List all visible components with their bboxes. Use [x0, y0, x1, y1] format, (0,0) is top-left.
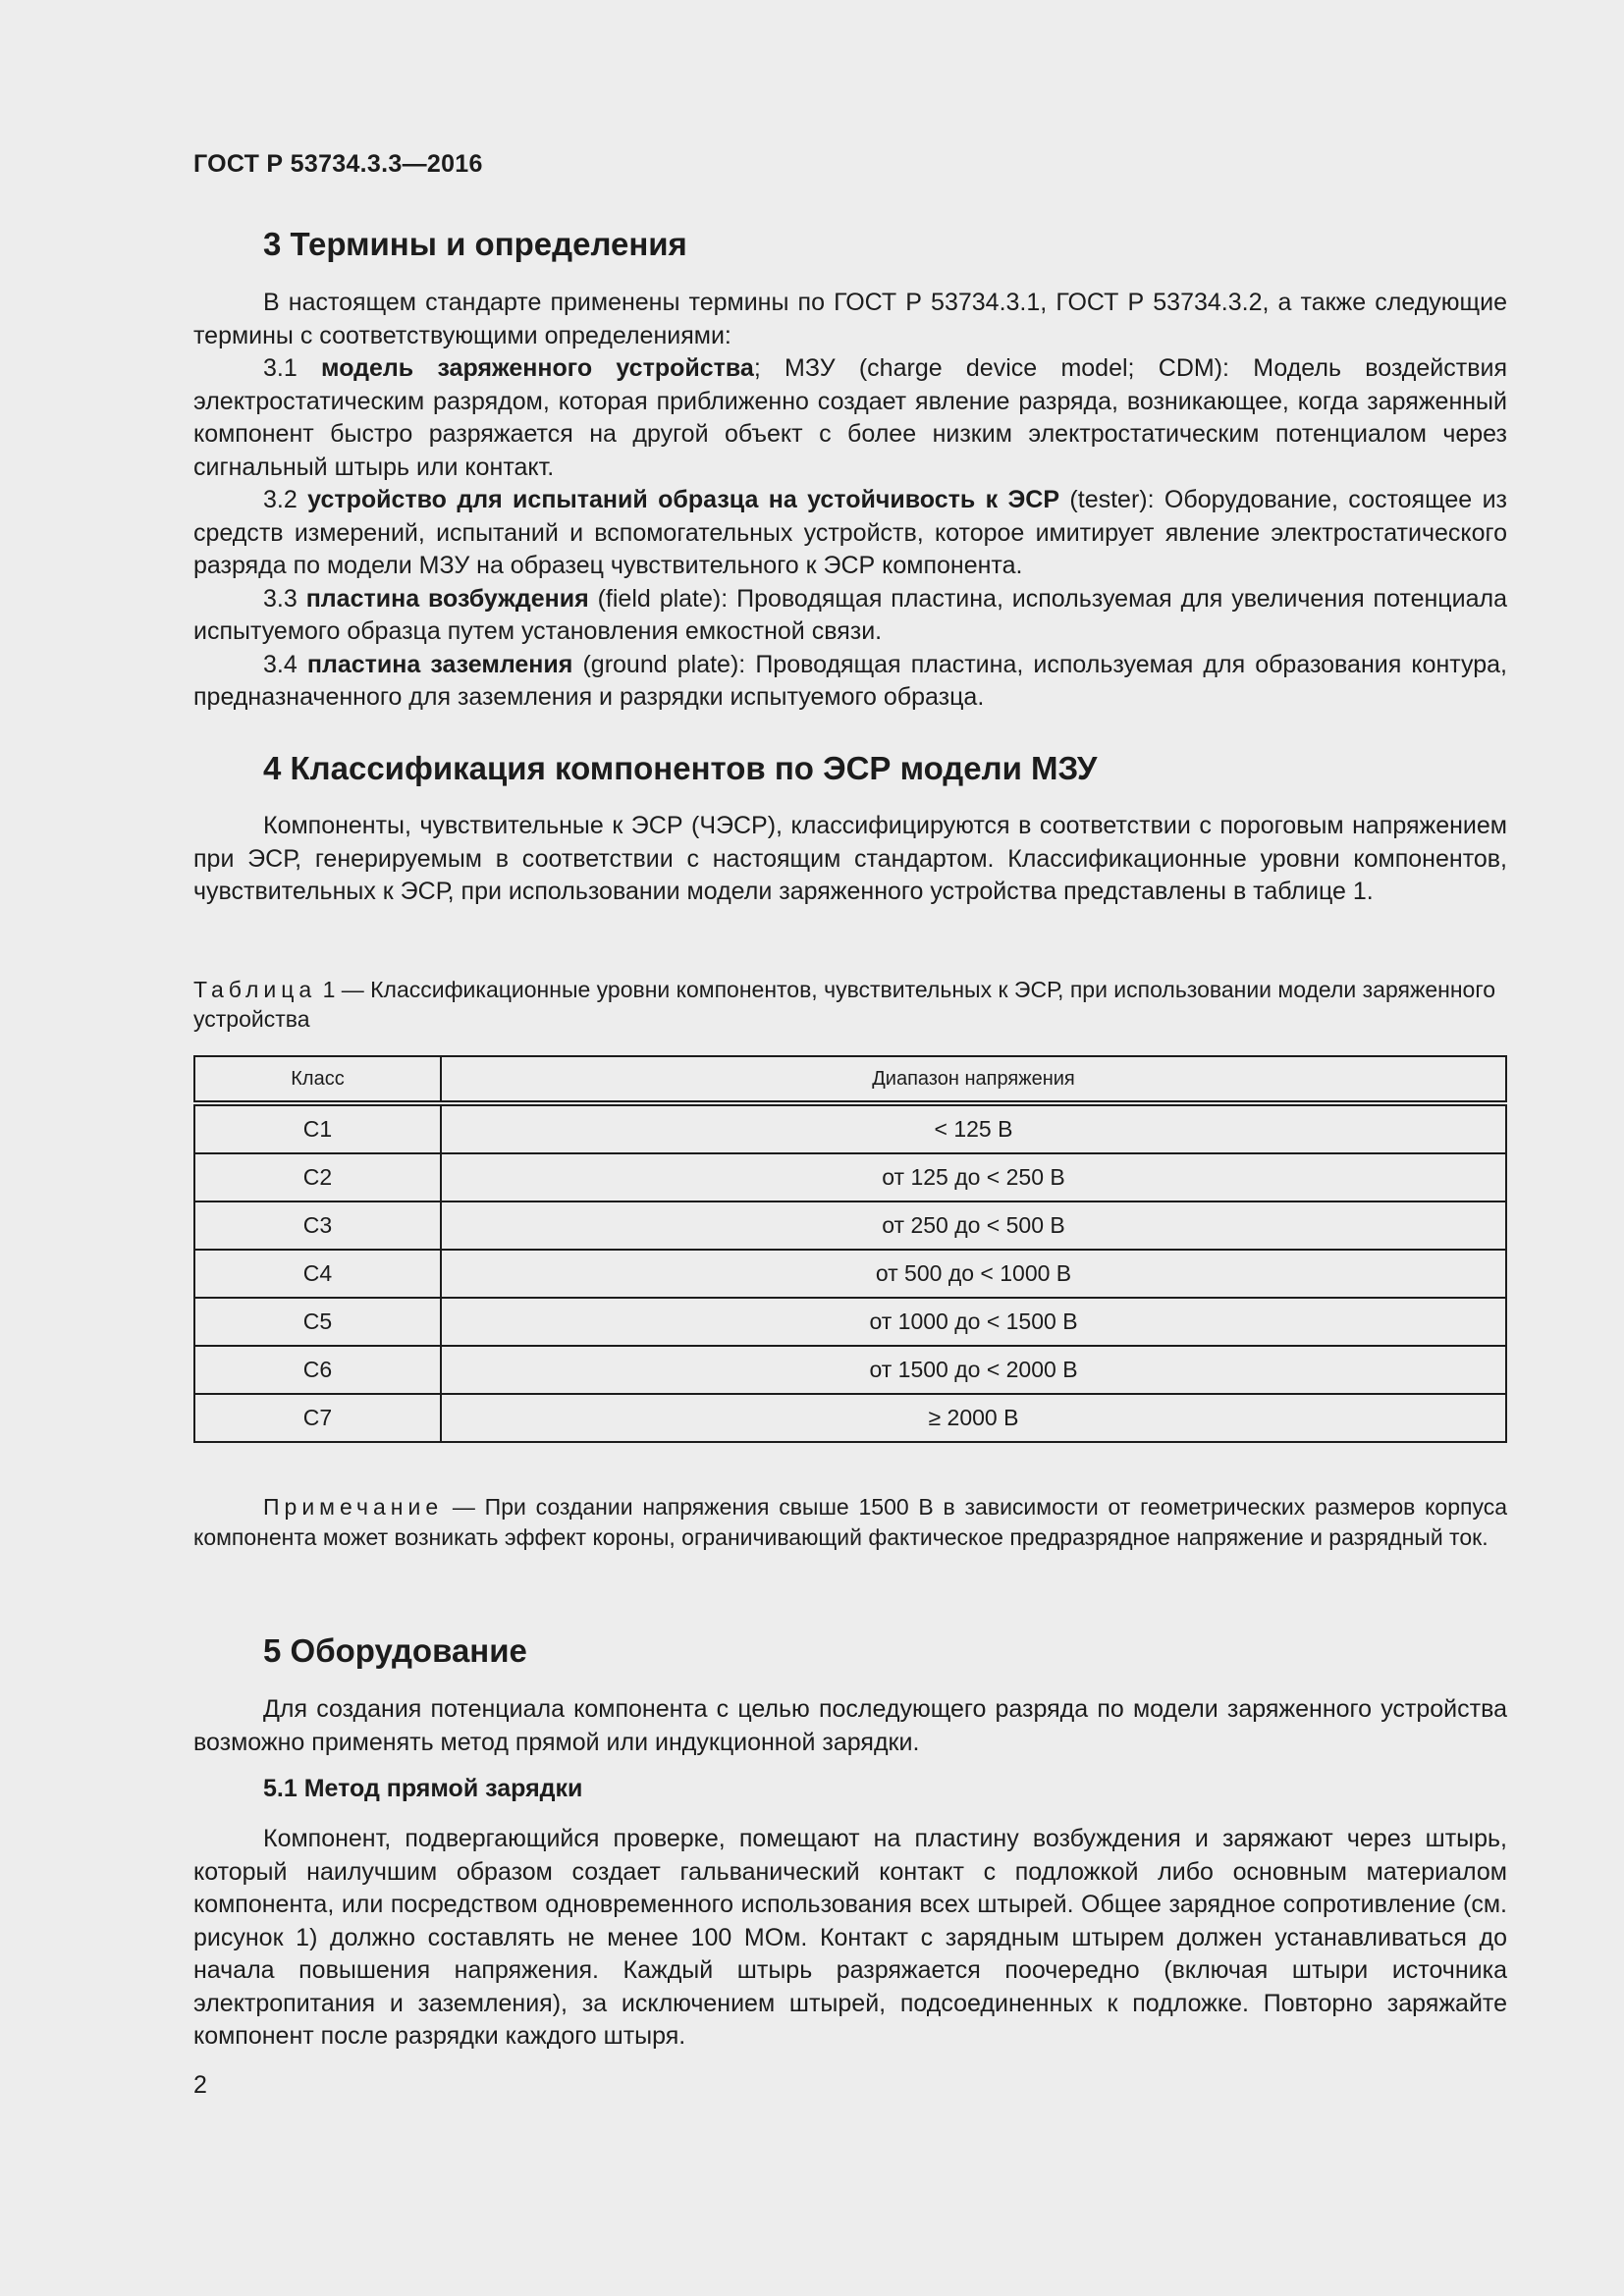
table-caption	[193, 975, 1507, 1034]
class-cell: C3	[194, 1201, 441, 1250]
class-cell: C6	[194, 1346, 441, 1394]
page-number: 2	[193, 2071, 207, 2099]
term-name: пластина возбуждения	[305, 584, 589, 613]
term-name: пластина заземления	[306, 650, 573, 678]
standard-code: ГОСТ Р 53734.3.3—2016	[193, 150, 483, 178]
term-number: 3.2	[263, 486, 298, 513]
range-cell: от 1000 до < 1500 В	[441, 1298, 1506, 1346]
range-cell: от 125 до < 250 В	[441, 1153, 1506, 1201]
column-header-class: Класс	[194, 1056, 441, 1103]
term-definition: (tester): Оборудование, состоящее из средств измерений, испытаний и вспомогательных устройств, которое имитирует явление электростатического разряда по модели МЗУ на образец чувствительного к ЭСР компонента.	[193, 486, 1508, 579]
table-header-row	[194, 1056, 1506, 1103]
note-prefix: Примечание	[263, 1494, 444, 1520]
term-3-1	[193, 352, 1507, 484]
subsection-5-1-paragraph: Компонент, подвергающийся проверке, помещают на пластину возбуждения и заряжают через штырь, который наилучшим образом создает гальванический контакт с подложкой либо основным материалом компонента, или посредством одновременного использования всех штырей. Общее зарядное сопротивление (см. рисунок 1) должно составлять не менее 100 МОм. Контакт с зарядным штырем должен устанавливаться до начала повышения напряжения. Каждый штырь разряжается поочередно (включая штыри источника электропитания и заземления), за исключением штырей, подсоединенных к подложке. Повторно заряжайте компонент после разрядки каждого штыря.	[193, 1825, 1507, 2050]
section-3-title: 3 Термины и определения	[263, 226, 687, 262]
term-definition: (ground plate): Проводящая пластина, используемая для образования контура, предназначенного для заземления и разрядки испытуемого образца.	[193, 650, 1507, 711]
table-row	[194, 1346, 1506, 1394]
range-cell: от 500 до < 1000 В	[441, 1250, 1506, 1298]
term-definition: (field plate): Проводящая пластина, используемая для увеличения потенциала испытуемого образца путем установления емкостной связи.	[193, 584, 1507, 645]
term-name: модель заряженного устройства	[321, 354, 754, 382]
section-4-title: 4 Классификация компонентов по ЭСР модели МЗУ	[263, 750, 1098, 786]
table-row	[194, 1153, 1506, 1201]
term-3-3	[193, 583, 1507, 649]
term-3-4	[193, 649, 1507, 715]
table-caption-prefix: Таблица	[193, 977, 317, 1002]
range-cell: ≥ 2000 В	[441, 1394, 1506, 1442]
range-cell: от 1500 до < 2000 В	[441, 1346, 1506, 1394]
section-3-body	[193, 287, 1507, 715]
section-5-body	[193, 1693, 1507, 1759]
class-cell: C4	[194, 1250, 441, 1298]
term-number: 3.4	[263, 650, 298, 678]
note-text: — При создании напряжения свыше 1500 В в зависимости от геометрических размеров корпуса компонента может возникать эффект короны, ограничивающий фактическое предразрядное напряжение и разрядный ток.	[193, 1494, 1507, 1550]
table-row	[194, 1298, 1506, 1346]
table-caption-text: 1 — Классификационные уровни компонентов, чувствительных к ЭСР, при использовании модели заряженного устройства	[193, 977, 1495, 1032]
class-cell: C2	[194, 1153, 441, 1201]
column-header-range: Диапазон напряжения	[441, 1056, 1506, 1103]
subsection-5-1-title: 5.1 Метод прямой зарядки	[263, 1775, 583, 1802]
class-cell: C5	[194, 1298, 441, 1346]
section-4-body	[193, 810, 1507, 909]
table-row	[194, 1250, 1506, 1298]
section-3-intro: В настоящем стандарте применены термины по ГОСТ Р 53734.3.1, ГОСТ Р 53734.3.2, а также следующие термины с соответствующими определениями:	[193, 289, 1507, 349]
term-name: устройство для испытаний образца на устойчивость к ЭСР	[307, 486, 1060, 513]
range-cell: < 125 В	[441, 1103, 1506, 1153]
classification-table	[193, 1055, 1507, 1443]
range-cell: от 250 до < 500 В	[441, 1201, 1506, 1250]
term-number: 3.1	[263, 354, 298, 382]
table-row	[194, 1201, 1506, 1250]
class-cell: C7	[194, 1394, 441, 1442]
section-5-paragraph: Для создания потенциала компонента с целью последующего разряда по модели заряженного устройства возможно применять метод прямой или индукционной зарядки.	[193, 1695, 1507, 1756]
table-note	[193, 1492, 1507, 1553]
table-row	[194, 1394, 1506, 1442]
subsection-5-1-body	[193, 1823, 1507, 2054]
term-definition: ; МЗУ (charge device model; CDM): Модель воздействия электростатическим разрядом, которая приближенно создает явление разряда, возникающее, когда заряженный компонент быстро разряжается на другой объект с более низким электростатическим потенциалом через сигнальный штырь или контакт.	[193, 354, 1507, 481]
section-5-title: 5 Оборудование	[263, 1632, 527, 1669]
section-4-paragraph: Компоненты, чувствительные к ЭСР (ЧЭСР), классифицируются в соответствии с пороговым напряжением при ЭСР, генерируемым в соответствии с настоящим стандартом. Классификационные уровни компонентов, чувствительных к ЭСР, при использовании модели заряженного устройства представлены в таблице 1.	[193, 812, 1507, 905]
table-row	[194, 1103, 1506, 1153]
term-3-2	[193, 484, 1507, 583]
term-number: 3.3	[263, 584, 298, 613]
class-cell: C1	[194, 1103, 441, 1153]
